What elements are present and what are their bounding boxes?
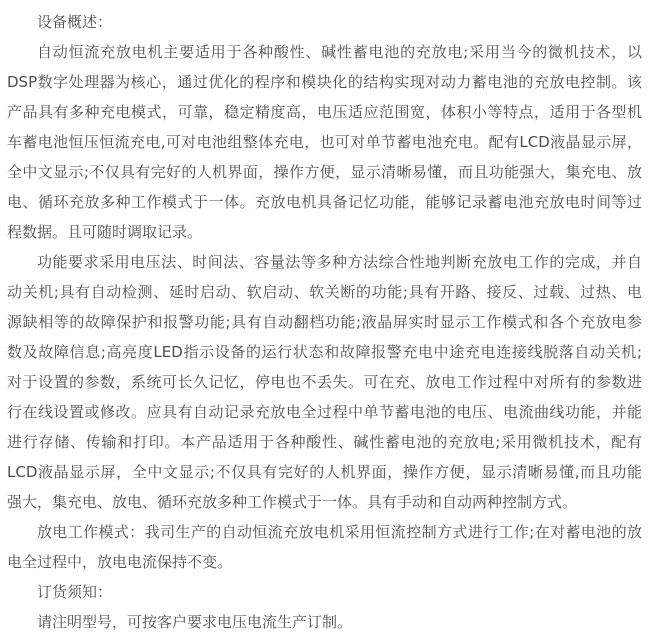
text-line: 请注明型号，可按客户要求电压电流生产订制。 (37, 613, 353, 631)
text-line: 行在线设置或修改。应具有自动记录充放电全过程中单节蓄电池的电压、电流曲线功能，并能 (7, 403, 642, 421)
text-line: DSP数字处理器为核心，通过优化的程序和模块化的结构实现对动力蓄电池的充放电控制。该 (7, 73, 642, 91)
text-line: 对于设置的参数，系统可长久记忆，停电也不丢失。可在充、放电工作过程中对所有的参数进 (7, 373, 642, 391)
text-line: 程数据。且可随时调取记录。 (7, 223, 203, 241)
text-line: 自动恒流充放电机主要适用于各种酸性、碱性蓄电池的充放电;采用当今的微机技术，以 (37, 43, 642, 61)
text-line: 数及故障信息;高亮度LED指示设备的运行状态和故障报警充电中途充电连接线脱落自动关机; (7, 343, 642, 361)
section-heading: 订货须知： (37, 583, 113, 601)
paragraph-discharge-mode (7, 517, 642, 577)
paragraph-overview-body (7, 37, 642, 247)
text-line: 电、循环充放多种工作模式于一体。充放电机具备记忆功能，能够记录蓄电池充放电时间等过 (7, 193, 642, 211)
text-line: 车蓄电池恒压恒流充电,可对电池组整体充电，也可对单节蓄电池充电。配有LCD液晶显示屏， (7, 133, 642, 151)
section-heading: 设备概述： (37, 13, 113, 31)
text-line: 强大，集充电、放电、循环充放多种工作模式于一体。具有手动和自动两种控制方式。 (7, 493, 578, 511)
paragraph-functional-requirements (7, 247, 642, 517)
paragraph-order-body (7, 607, 642, 637)
text-line: LCD液晶显示屏，全中文显示;不仅具有完好的人机界面，操作方便，显示清晰易懂,而且功能 (7, 463, 642, 481)
text-line: 功能要求采用电压法、时间法、容量法等多种方法综合性地判断充放电工作的完成，并自 (37, 253, 642, 271)
paragraph-order-heading (7, 577, 642, 607)
text-line: 源缺相等的故障保护和报警功能;具有自动翻档功能;液晶屏实时显示工作模式和各个充放电参 (7, 313, 642, 331)
text-line: 进行存储、传输和打印。本产品适用于各种酸性、碱性蓄电池的充放电;采用微机技术，配有 (7, 433, 642, 451)
text-line: 电全过程中，放电电流保持不变。 (7, 553, 233, 571)
text-line: 动关机;具有自动检测、延时启动、软启动、软关断的功能;具有开路、接反、过载、过热、电 (7, 283, 642, 301)
text-line: 放电工作模式：我司生产的自动恒流充放电机采用恒流控制方式进行工作;在对蓄电池的放 (37, 523, 642, 541)
paragraph-overview-heading (7, 7, 642, 37)
text-line: 全中文显示;不仅具有完好的人机界面，操作方便，显示清晰易懂，而且功能强大，集充电、放 (7, 163, 642, 181)
text-line: 产品具有多种充电模式，可靠，稳定精度高，电压适应范围宽，体积小等特点，适用于各型机 (7, 103, 642, 121)
